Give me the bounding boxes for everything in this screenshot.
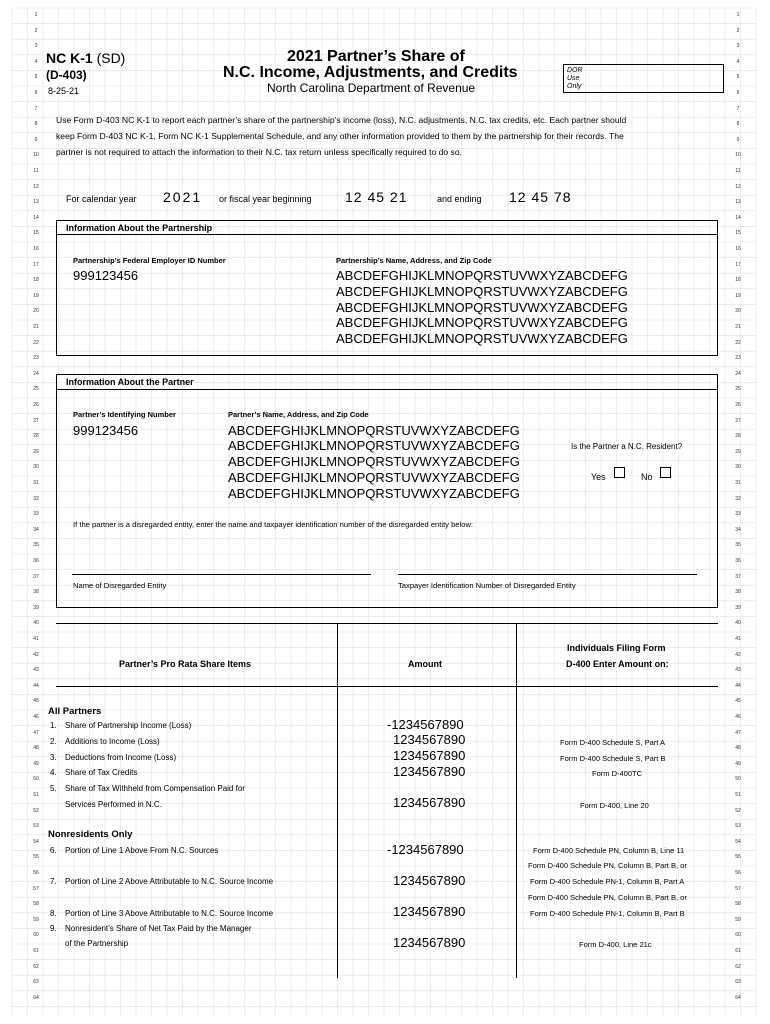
- partner-name-line: ABCDEFGHIJKLMNOPQRSTUVWXYZABCDEFG: [228, 470, 520, 485]
- partner-section-title: Information About the Partner: [66, 377, 194, 387]
- grid-row-number: 32: [735, 495, 741, 502]
- grid-row-number: 40: [735, 620, 741, 627]
- grid-row-number: 45: [33, 698, 39, 705]
- line-7-form: Form D-400 Schedule PN-1, Column B, Part A: [530, 877, 685, 886]
- grid-row-number: 13: [33, 199, 39, 206]
- resident-yes-checkbox[interactable]: [614, 467, 625, 478]
- fiscal-begin-field[interactable]: 12 45 21: [345, 189, 408, 205]
- line-8-number: 8.: [50, 909, 57, 918]
- grid-row-number: 41: [735, 636, 741, 642]
- grid-row-number: 61: [735, 948, 741, 954]
- grid-row-number: 5: [736, 74, 740, 81]
- grid-row-number: 5: [34, 74, 38, 81]
- grid-row-number: 54: [735, 838, 741, 845]
- fiscal-begin-label: or fiscal year beginning: [219, 194, 312, 204]
- grid-row-number: 63: [33, 979, 39, 986]
- grid-row-number: 19: [33, 292, 39, 299]
- grid-row-number: 28: [735, 433, 741, 440]
- disregarded-tin-label: Taxpayer Identification Number of Disregarded Entity: [398, 581, 576, 590]
- grid-row-number: 8: [736, 121, 740, 128]
- line-3-number: 3.: [50, 753, 57, 762]
- grid-row-number: 44: [735, 682, 741, 689]
- line-7-form-alt: Form D-400 Schedule PN, Column B, Part B, or: [528, 861, 687, 870]
- grid-row-number: 27: [33, 417, 39, 424]
- grid-row-number: 16: [33, 246, 39, 252]
- all-partners-heading: All Partners: [48, 706, 102, 717]
- grid-row-number: 38: [33, 589, 39, 596]
- grid-row-number: 8: [34, 121, 38, 128]
- form-id: NC K-1 (SD): [46, 50, 126, 66]
- grid-row-number: 25: [735, 386, 741, 393]
- grid-row-number: 60: [735, 932, 741, 939]
- resident-yes-label: Yes: [591, 472, 606, 482]
- col-header-form-2: D-400 Enter Amount on:: [566, 659, 669, 669]
- grid-row-number: 36: [735, 558, 741, 564]
- partnership-header-rule: [56, 234, 718, 235]
- disregarded-name-field[interactable]: [72, 574, 371, 575]
- partner-name-line: ABCDEFGHIJKLMNOPQRSTUVWXYZABCDEFG: [228, 454, 520, 469]
- grid-row-number: 12: [735, 183, 741, 190]
- grid-row-number: 18: [735, 277, 741, 284]
- grid-row-number: 1: [34, 12, 38, 18]
- grid-row-number: 56: [33, 870, 39, 876]
- grid-row-number: 16: [735, 246, 741, 252]
- grid-row-number: 62: [735, 963, 741, 970]
- grid-row-number: 4: [34, 58, 38, 65]
- partner-name-label: Partner’s Name, Address, and Zip Code: [228, 410, 369, 419]
- grid-row-number: 36: [33, 558, 39, 564]
- grid-row-number: 64: [33, 994, 39, 1001]
- grid-row-number: 61: [33, 948, 39, 954]
- grid-row-number: 26: [33, 402, 39, 408]
- grid-row-number: 42: [735, 651, 741, 658]
- grid-row-number: 47: [33, 729, 39, 736]
- line-1-label: Share of Partnership Income (Loss): [65, 721, 192, 730]
- grid-row-number: 50: [735, 776, 741, 783]
- grid-row-number: 37: [735, 573, 741, 580]
- grid-row-number: 15: [735, 230, 741, 237]
- partnership-fein[interactable]: 999123456: [73, 268, 139, 283]
- fiscal-end-label: and ending: [437, 194, 482, 204]
- disregarded-entity-instruction: If the partner is a disregarded entity, enter the name and taxpayer identification number of the disregarded entity below:: [73, 520, 474, 529]
- grid-row-number: 50: [33, 776, 39, 783]
- grid-row-number: 23: [33, 355, 39, 362]
- line-2-number: 2.: [50, 737, 57, 746]
- grid-row-number: 40: [33, 620, 39, 627]
- grid-row-number: 43: [735, 667, 741, 674]
- grid-row-number: 59: [735, 916, 741, 923]
- grid-row-number: 11: [33, 168, 39, 174]
- resident-question: Is the Partner a N.C. Resident?: [571, 442, 683, 451]
- table-col-divider-2: [516, 623, 517, 978]
- line-1-number: 1.: [50, 721, 57, 730]
- dor-use-box: DOR Use Only: [563, 64, 724, 93]
- line-4-amount[interactable]: 1234567890: [393, 764, 466, 779]
- grid-row-number: 21: [33, 324, 39, 330]
- form-title-1: 2021 Partner’s Share of: [287, 48, 465, 65]
- partnership-name-line: ABCDEFGHIJKLMNOPQRSTUVWXYZABCDEFG: [336, 268, 628, 283]
- grid-row-number: 47: [735, 729, 741, 736]
- grid-row-number: 56: [735, 870, 741, 876]
- line-5-number: 5.: [50, 784, 57, 793]
- grid-row-number: 26: [735, 402, 741, 408]
- line-7-amount[interactable]: 1234567890: [393, 873, 466, 888]
- line-3-form: Form D-400 Schedule S, Part B: [560, 754, 666, 763]
- col-header-items: Partner’s Pro Rata Share Items: [119, 659, 252, 669]
- grid-row-number: 55: [735, 854, 741, 861]
- table-top-rule: [56, 623, 718, 624]
- calendar-year-label: For calendar year: [66, 194, 137, 204]
- grid-row-number: 31: [33, 480, 39, 486]
- grid-row-number: 13: [735, 199, 741, 206]
- line-8-amount[interactable]: 1234567890: [393, 904, 466, 919]
- line-5-label: Share of Tax Withheld from Compensation Paid for: [65, 784, 245, 793]
- disregarded-name-label: Name of Disregarded Entity: [73, 581, 167, 590]
- line-7-label: Portion of Line 2 Above Attributable to N.C. Source Income: [65, 877, 274, 886]
- partnership-name-label: Partnership’s Name, Address, and Zip Code: [336, 256, 492, 265]
- line-9-form: Form D-400, Line 21c: [579, 940, 652, 949]
- grid-row-number: 29: [33, 448, 39, 455]
- grid-row-number: 10: [33, 152, 39, 159]
- grid-row-number: 27: [735, 417, 741, 424]
- agency-name: North Carolina Department of Revenue: [267, 81, 476, 95]
- resident-no-label: No: [641, 472, 653, 482]
- grid-row-number: 46: [33, 714, 39, 720]
- line-2-form: Form D-400 Schedule S, Part A: [560, 738, 666, 747]
- grid-row-number: 55: [33, 854, 39, 861]
- grid-row-number: 9: [736, 136, 740, 143]
- grid-row-number: 49: [735, 760, 741, 767]
- disregarded-tin-field[interactable]: [398, 574, 697, 575]
- grid-row-number: 3: [34, 43, 38, 50]
- line-6-form: Form D-400 Schedule PN, Column B, Line 11: [533, 846, 685, 855]
- grid-row-number: 58: [33, 901, 39, 908]
- grid-row-number: 22: [735, 339, 741, 346]
- partnership-name-line: ABCDEFGHIJKLMNOPQRSTUVWXYZABCDEFG: [336, 315, 628, 330]
- grid-row-number: 34: [735, 526, 741, 533]
- partner-name-line: ABCDEFGHIJKLMNOPQRSTUVWXYZABCDEFG: [228, 423, 520, 438]
- grid-row-number: 35: [33, 542, 39, 549]
- line-5-amount[interactable]: 1234567890: [393, 795, 466, 810]
- line-8-form-alt: Form D-400 Schedule PN, Column B, Part B, or: [528, 893, 687, 902]
- grid-row-number: 59: [33, 916, 39, 923]
- grid-row-number: 2: [34, 27, 38, 34]
- partnership-name-line: ABCDEFGHIJKLMNOPQRSTUVWXYZABCDEFG: [336, 300, 628, 315]
- line-5-form: Form D-400, Line 20: [580, 801, 649, 810]
- grid-row-number: 43: [33, 667, 39, 674]
- grid-row-number: 53: [735, 823, 741, 830]
- partner-id[interactable]: 999123456: [73, 423, 139, 438]
- grid-row-number: 49: [33, 760, 39, 767]
- grid-row-number: 23: [735, 355, 741, 362]
- grid-row-number: 4: [736, 58, 740, 65]
- grid-row-number: 38: [735, 589, 741, 596]
- grid-row-number: 17: [33, 261, 39, 268]
- grid-row-number: 19: [735, 292, 741, 299]
- grid-row-number: 6: [736, 90, 740, 96]
- grid-row-number: 11: [735, 168, 741, 174]
- partner-name-line: ABCDEFGHIJKLMNOPQRSTUVWXYZABCDEFG: [228, 438, 520, 453]
- grid-row-number: 2: [736, 27, 740, 34]
- line-8-label: Portion of Line 3 Above Attributable to N.C. Source Income: [65, 909, 274, 918]
- grid-row-number: 20: [735, 308, 741, 315]
- partner-header-rule: [56, 389, 718, 390]
- grid-row-number: 3: [736, 43, 740, 50]
- line-9-number: 9.: [50, 924, 57, 933]
- form-title-2: N.C. Income, Adjustments, and Credits: [223, 64, 518, 81]
- line-3-amount[interactable]: 1234567890: [393, 748, 466, 763]
- grid-row-number: 44: [33, 682, 39, 689]
- line-2-amount[interactable]: 1234567890: [393, 732, 466, 747]
- grid-row-number: 15: [33, 230, 39, 237]
- grid-row-number: 6: [34, 90, 38, 96]
- grid-row-number: 32: [33, 495, 39, 502]
- line-3-label: Deductions from Income (Loss): [65, 753, 177, 762]
- grid-row-number: 42: [33, 651, 39, 658]
- table-col-divider-1: [337, 623, 338, 978]
- line-6-amount[interactable]: -1234567890: [387, 842, 464, 857]
- grid-row-number: 39: [735, 604, 741, 611]
- grid-row-number: 35: [735, 542, 741, 549]
- grid-row-number: 28: [33, 433, 39, 440]
- grid-row-number: 33: [33, 511, 39, 518]
- line-4-label: Share of Tax Credits: [65, 768, 138, 777]
- line-1-amount[interactable]: -1234567890: [387, 717, 464, 732]
- grid-row-number: 45: [735, 698, 741, 705]
- grid-row-number: 53: [33, 823, 39, 830]
- grid-row-number: 29: [735, 448, 741, 455]
- grid-row-number: 18: [33, 277, 39, 284]
- grid-row-number: 24: [33, 370, 39, 377]
- grid-row-number: 30: [735, 464, 741, 471]
- grid-row-number: 7: [34, 105, 38, 112]
- grid-row-number: 14: [735, 214, 741, 221]
- grid-row-number: 62: [33, 963, 39, 970]
- partner-name-line: ABCDEFGHIJKLMNOPQRSTUVWXYZABCDEFG: [228, 486, 520, 501]
- line-6-label: Portion of Line 1 Above From N.C. Sources: [65, 846, 219, 855]
- grid-row-number: 34: [33, 526, 39, 533]
- revision-date: 8-25-21: [48, 86, 80, 96]
- grid-row-number: 7: [736, 105, 740, 112]
- grid-row-number: 24: [735, 370, 741, 377]
- partner-id-label: Partner’s Identifying Number: [73, 410, 176, 419]
- grid-row-number: 12: [33, 183, 39, 190]
- grid-row-number: 51: [33, 792, 39, 798]
- grid-row-number: 57: [33, 885, 39, 892]
- grid-row-number: 52: [735, 807, 741, 814]
- line-2-label: Additions to Income (Loss): [65, 737, 160, 746]
- grid-row-number: 46: [735, 714, 741, 720]
- partnership-section-title: Information About the Partnership: [66, 223, 213, 233]
- line-8-form: Form D-400 Schedule PN-1, Column B, Part B: [530, 909, 685, 918]
- line-4-number: 4.: [50, 768, 57, 777]
- grid-row-number: 48: [735, 745, 741, 752]
- fiscal-end-field[interactable]: 12 45 78: [509, 189, 572, 205]
- grid-row-number: 20: [33, 308, 39, 315]
- partnership-name-line: ABCDEFGHIJKLMNOPQRSTUVWXYZABCDEFG: [336, 331, 628, 346]
- col-header-amount: Amount: [408, 659, 442, 669]
- line-7-number: 7.: [50, 877, 57, 886]
- grid-row-number: 31: [735, 480, 741, 486]
- instructions-line-2: keep Form D-403 NC K-1, Form NC K-1 Supplemental Schedule, and any other information provided to them by the partnership for their records. The: [56, 131, 624, 141]
- line-6-number: 6.: [50, 846, 57, 855]
- grid-row-number: 25: [33, 386, 39, 393]
- grid-row-number: 9: [34, 136, 38, 143]
- grid-row-number: 51: [735, 792, 741, 798]
- grid-row-number: 60: [33, 932, 39, 939]
- grid-row-number: 57: [735, 885, 741, 892]
- grid-row-number: 17: [735, 261, 741, 268]
- grid-row-number: 1: [736, 12, 740, 18]
- line-9-amount[interactable]: 1234567890: [393, 935, 466, 950]
- line-9-label: Nonresident’s Share of Net Tax Paid by the Manager: [65, 924, 252, 933]
- line-5-label-2: Services Performed in N.C.: [65, 800, 162, 809]
- instructions-line-1: Use Form D-403 NC K-1 to report each partner’s share of the partnership’s income (loss), N.C. adjustments, N.C. tax credits, etc. Each partner should: [56, 115, 627, 125]
- grid-row-number: 41: [33, 636, 39, 642]
- nonresidents-heading: Nonresidents Only: [48, 829, 133, 840]
- partnership-name-line: ABCDEFGHIJKLMNOPQRSTUVWXYZABCDEFG: [336, 284, 628, 299]
- table-header-rule: [56, 686, 718, 687]
- line-9-label-2: of the Partnership: [65, 939, 129, 948]
- grid-row-number: 48: [33, 745, 39, 752]
- line-4-form: Form D-400TC: [592, 769, 643, 778]
- grid-row-number: 58: [735, 901, 741, 908]
- grid-row-number: 54: [33, 838, 39, 845]
- grid-row-number: 33: [735, 511, 741, 518]
- form-code: (D-403): [46, 68, 87, 82]
- grid-row-number: 30: [33, 464, 39, 471]
- resident-no-checkbox[interactable]: [660, 467, 671, 478]
- grid-row-number: 64: [735, 994, 741, 1001]
- grid-row-number: 22: [33, 339, 39, 346]
- calendar-year-field[interactable]: 2021: [163, 189, 203, 205]
- grid-row-number: 21: [735, 324, 741, 330]
- grid-row-number: 52: [33, 807, 39, 814]
- grid-row-number: 14: [33, 214, 39, 221]
- col-header-form-1: Individuals Filing Form: [567, 643, 666, 653]
- grid-row-number: 37: [33, 573, 39, 580]
- instructions-line-3: partner is not required to attach the information to their N.C. tax return unless specifically required to do so.: [56, 147, 463, 157]
- grid-row-number: 39: [33, 604, 39, 611]
- partnership-fein-label: Partnership’s Federal Employer ID Number: [73, 256, 226, 265]
- grid-row-number: 10: [735, 152, 741, 159]
- grid-row-number: 63: [735, 979, 741, 986]
